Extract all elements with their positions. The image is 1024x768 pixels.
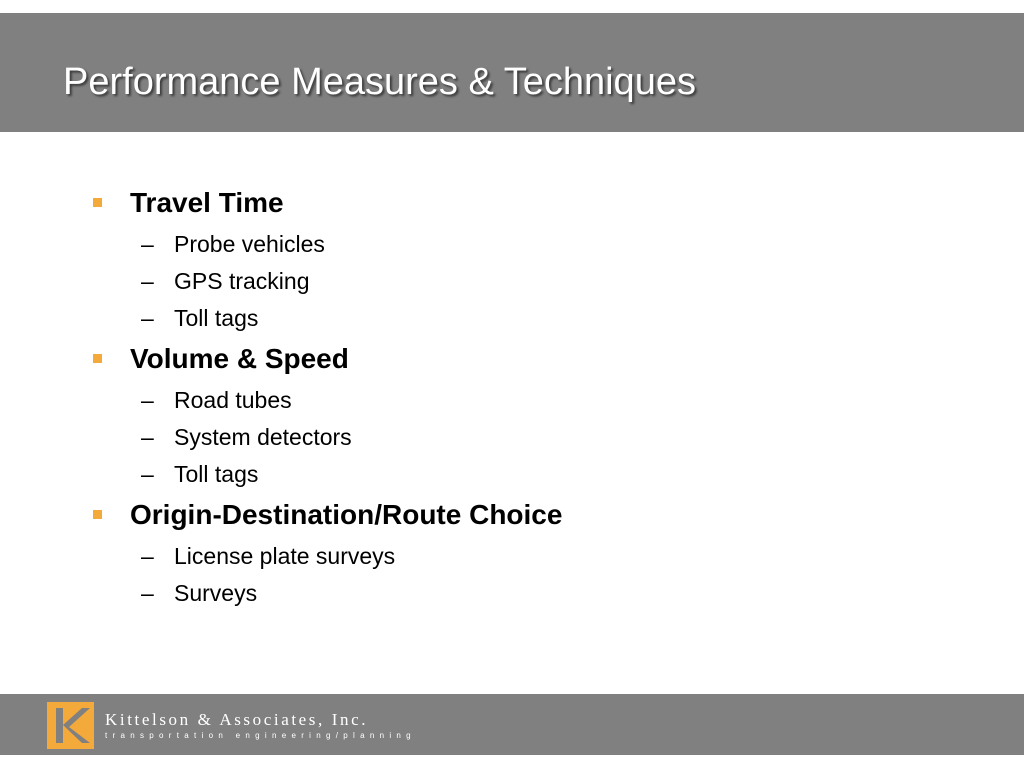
kittelson-k-logo-icon bbox=[47, 702, 94, 749]
section-heading: Volume & Speed bbox=[130, 343, 349, 374]
sub-bullet-dash: – bbox=[141, 268, 154, 294]
list-item: Probe vehicles bbox=[174, 231, 325, 257]
sub-bullet-dash: – bbox=[141, 424, 154, 450]
list-item: GPS tracking bbox=[174, 268, 310, 294]
list-item: Toll tags bbox=[174, 461, 259, 487]
section-heading: Origin-Destination/Route Choice bbox=[130, 499, 563, 530]
list-item: Surveys bbox=[174, 580, 258, 606]
sub-bullet-dash: – bbox=[141, 543, 154, 569]
slide-title: Performance Measures & Techniques bbox=[63, 61, 696, 103]
company-tagline: transportation engineering/planning bbox=[105, 731, 416, 740]
square-bullet-icon bbox=[93, 510, 102, 519]
list-item: System detectors bbox=[174, 424, 352, 450]
sub-bullet-dash: – bbox=[141, 387, 154, 413]
company-name: Kittelson & Associates, Inc. bbox=[105, 710, 369, 729]
sub-bullet-dash: – bbox=[141, 461, 154, 487]
list-item: Toll tags bbox=[174, 305, 259, 331]
sub-bullet-dash: – bbox=[141, 580, 154, 606]
section-heading: Travel Time bbox=[130, 187, 284, 218]
square-bullet-icon bbox=[93, 354, 102, 363]
list-item: License plate surveys bbox=[174, 543, 396, 569]
square-bullet-icon bbox=[93, 198, 102, 207]
sub-bullet-dash: – bbox=[141, 305, 154, 331]
list-item: Road tubes bbox=[174, 387, 292, 413]
sub-bullet-dash: – bbox=[141, 231, 154, 257]
